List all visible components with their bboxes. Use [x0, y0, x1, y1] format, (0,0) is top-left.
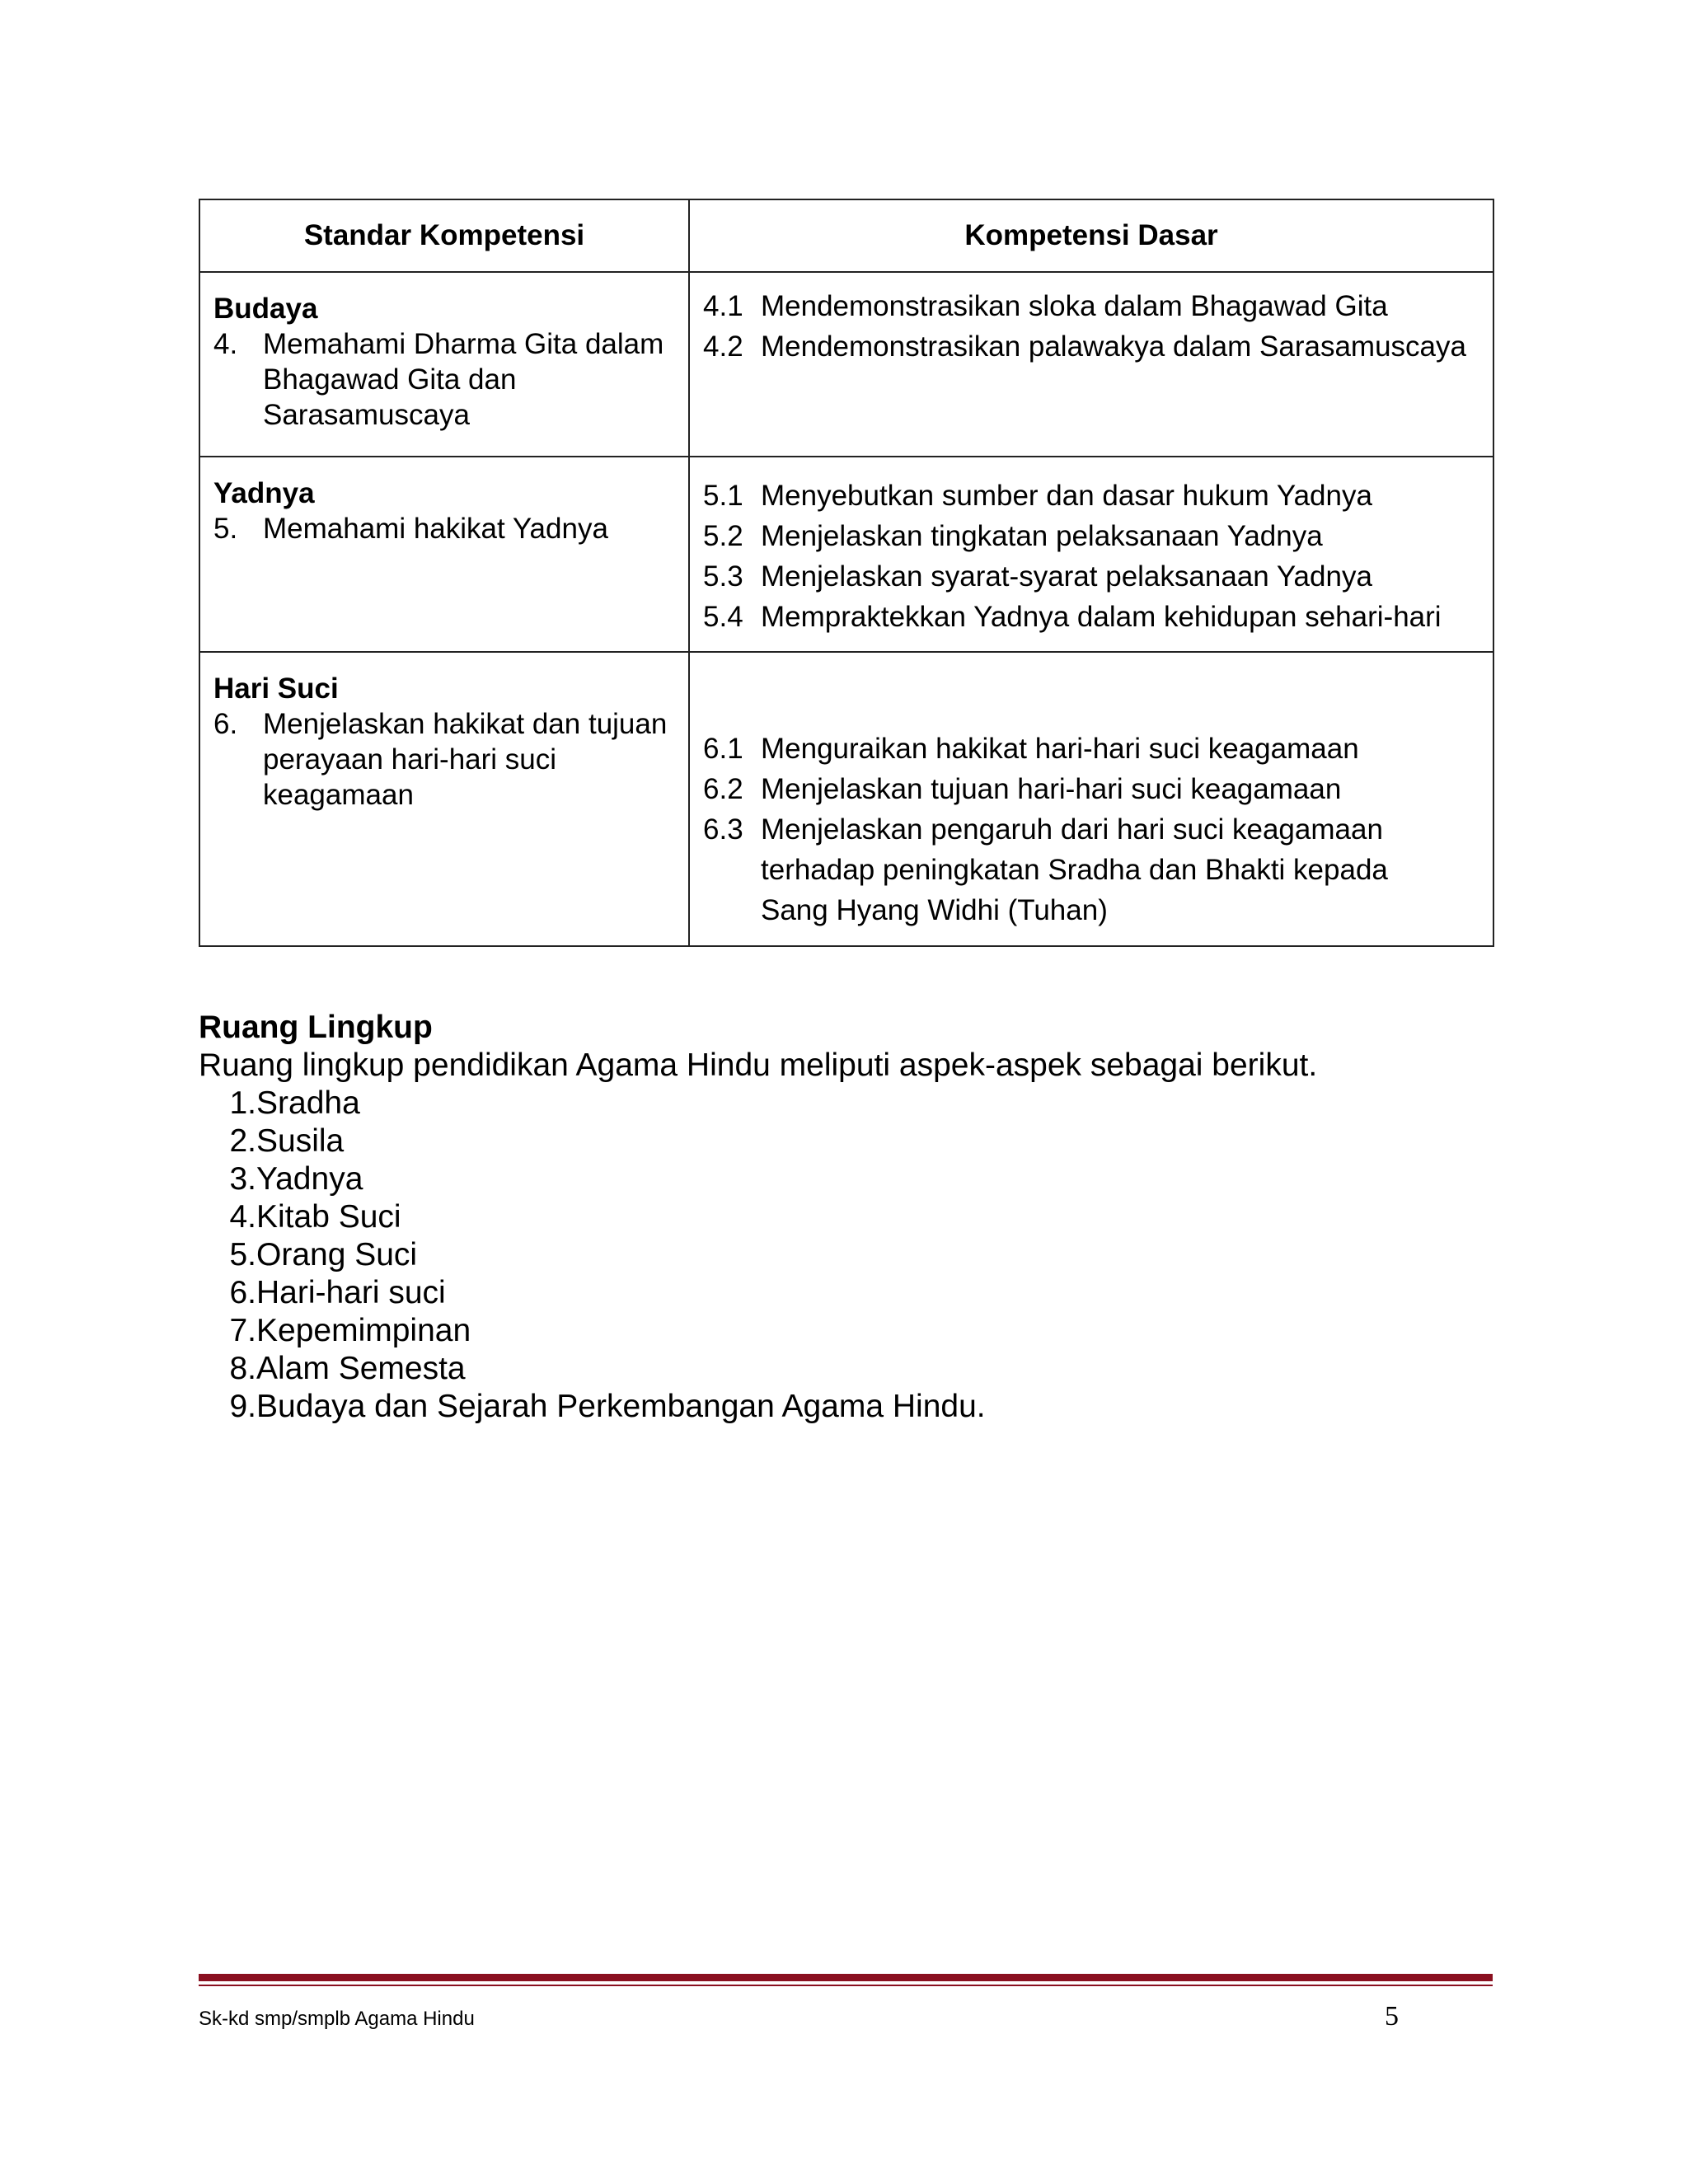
- kd-number: 6.2: [703, 773, 743, 805]
- sk-text: Menjelaskan hakikat dan tujuan perayaan hari-hari suci keagamaan: [263, 708, 668, 811]
- kd-text: Menguraikan hakikat hari-hari suci keagamaan: [761, 733, 1359, 765]
- header-kompetensi-dasar: Kompetensi Dasar: [689, 199, 1493, 272]
- kd-text: Mendemonstrasikan palawakya dalam Sarasamuscaya: [761, 330, 1466, 363]
- table-row: [199, 652, 1493, 946]
- kd-item: [703, 286, 1493, 326]
- table-row: [199, 457, 1493, 652]
- kd-text: Mempraktekkan Yadnya dalam kehidupan sehari-hari: [761, 601, 1442, 633]
- kd-text: Menjelaskan tujuan hari-hari suci keagamaan: [761, 773, 1342, 805]
- footer-rule: [199, 1974, 1493, 1986]
- table-row: [199, 272, 1493, 457]
- section-intro: Ruang lingkup pendidikan Agama Hindu meliputi aspek-aspek sebagai berikut.: [199, 1047, 1318, 1083]
- kd-text: Mendemonstrasikan sloka dalam Bhagawad Gita: [761, 290, 1388, 322]
- section-title: Ruang Lingkup: [199, 1010, 433, 1045]
- sk-category: Yadnya: [213, 477, 315, 509]
- list-item: [199, 1160, 1484, 1198]
- kd-number: 4.2: [703, 330, 743, 363]
- list-item: [199, 1388, 1484, 1426]
- list-number: 4.: [229, 1199, 256, 1235]
- kd-number: 5.3: [703, 560, 743, 593]
- sk-item: [213, 706, 688, 813]
- sk-item: [213, 511, 688, 546]
- kd-text: Menyebutkan sumber dan dasar hukum Yadnya: [761, 480, 1372, 512]
- kd-item: [703, 326, 1493, 367]
- footer-rule-thick: [199, 1974, 1493, 1981]
- list-text: Susila: [256, 1123, 345, 1159]
- footer-document-title: Sk-kd smp/smplb Agama Hindu: [199, 2008, 475, 2030]
- list-item: [199, 1312, 1484, 1350]
- kd-cell-yadnya: [689, 457, 1493, 652]
- list-item: [199, 1274, 1484, 1312]
- scope-list: [199, 1085, 1484, 1426]
- sk-category: Budaya: [213, 293, 318, 325]
- list-text: Orang Suci: [256, 1237, 418, 1272]
- list-text: Yadnya: [256, 1161, 363, 1197]
- sk-cell-budaya: [199, 272, 689, 457]
- kd-number: 5.2: [703, 520, 743, 552]
- kd-item: [703, 809, 1493, 930]
- kd-item: [703, 556, 1493, 597]
- sk-cell-hari-suci: [199, 652, 689, 946]
- list-item: [199, 1198, 1484, 1236]
- kd-number: 4.1: [703, 290, 743, 322]
- list-number: 7.: [229, 1313, 256, 1348]
- kd-number: 5.4: [703, 601, 743, 633]
- list-number: 3.: [229, 1161, 256, 1197]
- list-item: [199, 1350, 1484, 1388]
- header-standar-kompetensi: Standar Kompetensi: [199, 199, 689, 272]
- footer-rule-thin: [199, 1985, 1493, 1986]
- kd-item: [703, 597, 1493, 637]
- table-header-row: [199, 199, 1493, 272]
- kd-number: 6.1: [703, 733, 743, 765]
- ruang-lingkup-section: [199, 1009, 1484, 1426]
- kd-number: 6.3: [703, 813, 743, 846]
- list-number: 1.: [229, 1085, 256, 1121]
- list-item: [199, 1236, 1484, 1274]
- kd-text: Menjelaskan syarat-syarat pelaksanaan Yadnya: [761, 560, 1372, 593]
- list-number: 2.: [229, 1123, 256, 1159]
- list-number: 5.: [229, 1237, 256, 1272]
- sk-text: Memahami hakikat Yadnya: [263, 513, 608, 545]
- sk-item: [213, 326, 688, 433]
- kd-cell-hari-suci: [689, 652, 1493, 946]
- list-item: [199, 1122, 1484, 1160]
- kd-item: [703, 476, 1493, 516]
- sk-category: Hari Suci: [213, 673, 339, 705]
- kd-item: [703, 516, 1493, 556]
- list-number: 6.: [229, 1275, 256, 1310]
- list-number: 9.: [229, 1389, 256, 1424]
- competency-table: [199, 199, 1494, 947]
- kd-text: Menjelaskan tingkatan pelaksanaan Yadnya: [761, 520, 1323, 552]
- kd-number: 5.1: [703, 480, 743, 512]
- sk-number: 6.: [213, 708, 238, 740]
- kd-text: Menjelaskan pengaruh dari hari suci keagamaan terhadap peningkatan Sradha dan Bhakti kepada Sang Hyang Widhi (Tuhan): [761, 813, 1388, 926]
- kd-item: [703, 769, 1493, 809]
- sk-number: 4.: [213, 328, 238, 360]
- list-text: Sradha: [256, 1085, 360, 1121]
- kd-item: [703, 729, 1493, 769]
- sk-cell-yadnya: [199, 457, 689, 652]
- list-text: Kepemimpinan: [256, 1313, 471, 1348]
- page-number: 5: [1385, 2001, 1399, 2032]
- kd-cell-budaya: [689, 272, 1493, 457]
- list-text: Budaya dan Sejarah Perkembangan Agama Hindu.: [256, 1389, 986, 1424]
- list-text: Kitab Suci: [256, 1199, 401, 1235]
- list-number: 8.: [229, 1351, 256, 1386]
- list-item: [199, 1085, 1484, 1122]
- sk-text: Memahami Dharma Gita dalam Bhagawad Gita dan Sarasamuscaya: [263, 328, 664, 431]
- list-text: Hari-hari suci: [256, 1275, 446, 1310]
- sk-number: 5.: [213, 513, 238, 545]
- list-text: Alam Semesta: [256, 1351, 466, 1386]
